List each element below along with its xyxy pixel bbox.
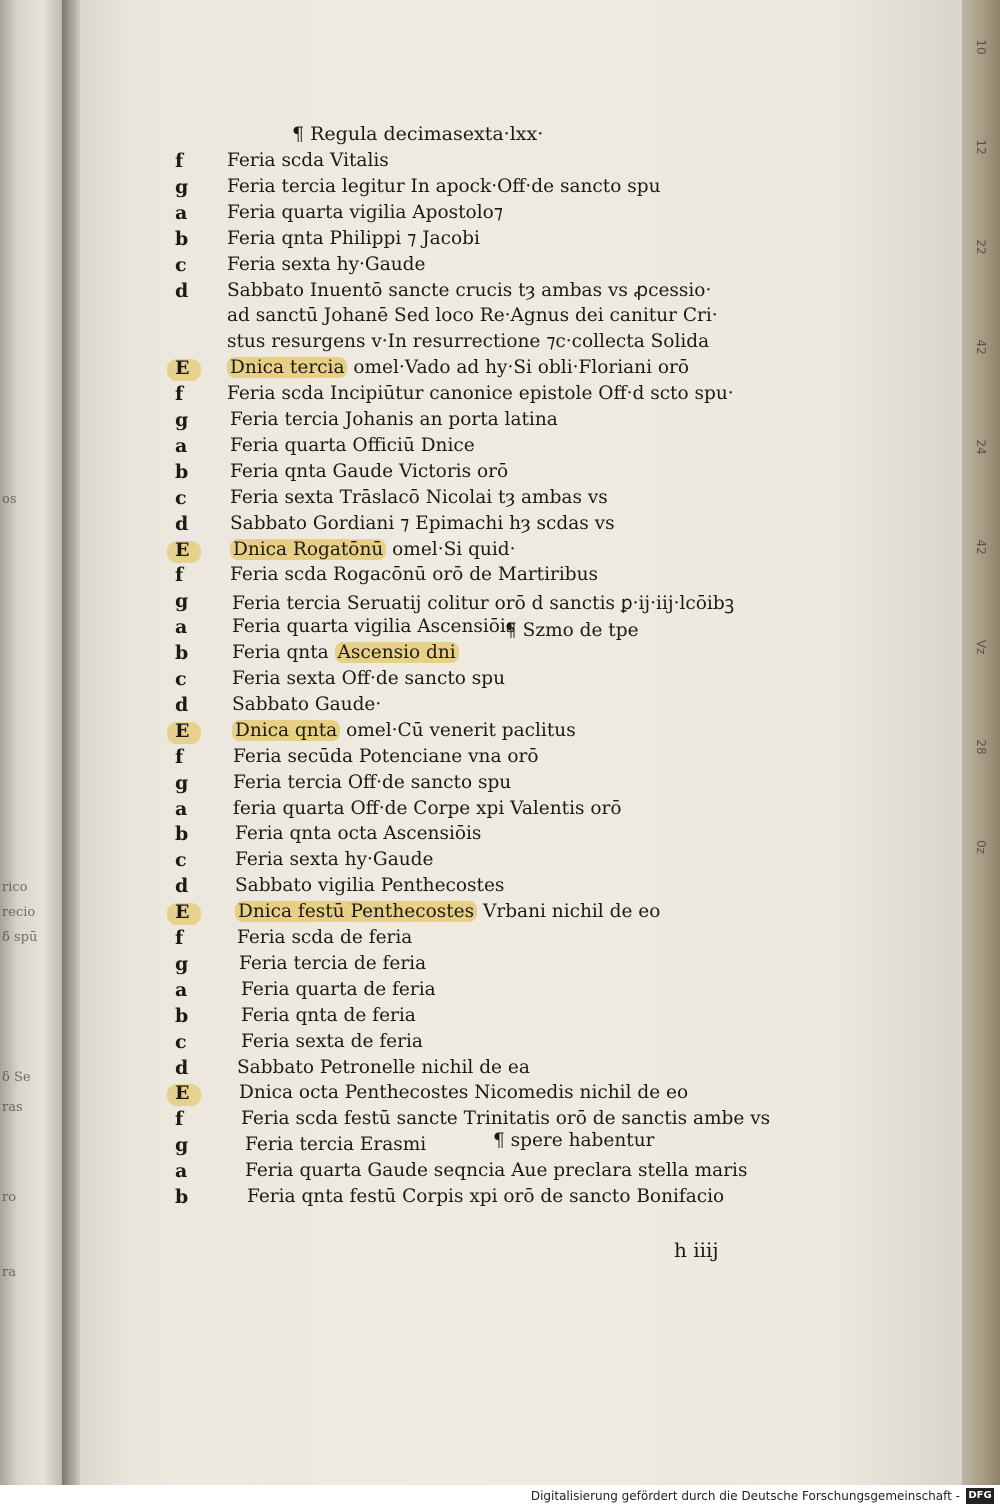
entry-text bbox=[232, 642, 459, 663]
calendar-entry bbox=[175, 357, 775, 383]
calendar-entry bbox=[175, 539, 775, 565]
calendar-entry bbox=[175, 487, 775, 513]
calendar-entry bbox=[175, 305, 775, 331]
entry-text: Feria qnta Philippi ⁊ Jacobi bbox=[227, 227, 480, 249]
dominical-letter: E bbox=[175, 719, 190, 742]
entry-text bbox=[227, 357, 689, 378]
margin-ghost-text: ras bbox=[2, 1100, 23, 1115]
dominical-letter: g bbox=[175, 590, 189, 613]
dfg-logo: DFG bbox=[966, 1488, 994, 1504]
footer-bar bbox=[0, 1485, 1000, 1508]
calendar-entry bbox=[175, 746, 775, 772]
dominical-letter: a bbox=[175, 201, 188, 224]
dominical-letter: d bbox=[175, 279, 189, 302]
calendar-entry bbox=[175, 823, 775, 849]
entry-text: stus resurgens v·In resurrectione ⁊c·collecta Solida bbox=[227, 331, 710, 353]
edge-tab-label: 0z bbox=[974, 840, 988, 854]
entry-text: Feria qnta Gaude Victoris orō bbox=[230, 460, 509, 482]
margin-ghost-text: ra bbox=[2, 1265, 16, 1280]
entry-text: Sabbato Gordiani ⁊ Epimachi hȝ scdas vs bbox=[230, 512, 615, 534]
calendar-entry bbox=[175, 331, 775, 357]
calendar-entry bbox=[175, 383, 775, 409]
dominical-letter: c bbox=[175, 668, 187, 690]
calendar-entry bbox=[175, 798, 775, 824]
entry-text: Feria qnta de feria bbox=[241, 1004, 416, 1026]
calendar-entry bbox=[175, 1005, 775, 1031]
highlighted-feast: Dnica festū Penthecostes bbox=[235, 901, 477, 922]
dominical-letter: d bbox=[175, 693, 189, 716]
dominical-letter: f bbox=[175, 383, 184, 406]
margin-ghost-text: os bbox=[2, 492, 17, 507]
book-gutter bbox=[62, 0, 80, 1485]
calendar-entry bbox=[175, 849, 775, 875]
marginal-note-spere: ¶ spere habentur bbox=[493, 1130, 655, 1151]
dominical-letter: g bbox=[175, 409, 189, 431]
margin-ghost-text: rico bbox=[2, 880, 28, 895]
margin-ghost-text: ro bbox=[2, 1190, 17, 1205]
calendar-entry bbox=[175, 979, 775, 1005]
dominical-letter: d bbox=[175, 512, 189, 535]
edge-tab-label: 22 bbox=[974, 239, 988, 255]
page-signature: h iiij bbox=[674, 1238, 719, 1262]
calendar-entry bbox=[175, 202, 775, 228]
entry-text: Feria qnta festū Corpis xpi orō de sancto Bonifacio bbox=[247, 1186, 725, 1207]
entry-text: Feria tercia Johanis an porta latina bbox=[230, 409, 558, 430]
entry-text: Feria scda Vitalis bbox=[227, 150, 389, 171]
calendar-entry bbox=[175, 254, 775, 280]
edge-tab-label: 42 bbox=[974, 339, 988, 355]
marginal-note-sermo: ¶ Szmo de tpe bbox=[505, 620, 639, 641]
dominical-letter: b bbox=[175, 1004, 189, 1027]
book-page bbox=[80, 0, 970, 1485]
entry-text: Feria sexta de feria bbox=[241, 1030, 423, 1052]
calendar-entry bbox=[175, 642, 775, 668]
dominical-letter: f bbox=[175, 150, 184, 172]
edge-tab-label: 12 bbox=[974, 139, 988, 155]
entry-text: Feria scda Rogacōnū orō de Martiribus bbox=[230, 564, 599, 586]
entry-text: Feria quarta de feria bbox=[241, 978, 436, 1000]
highlighted-feast: Ascensio dni bbox=[335, 642, 459, 663]
entry-text: Feria quarta vigilia Ascensiōis bbox=[232, 616, 516, 638]
dominical-letter: d bbox=[175, 875, 189, 898]
dominical-letter: b bbox=[175, 227, 189, 250]
entry-text: Feria qnta octa Ascensiōis bbox=[235, 823, 482, 845]
calendar-entry bbox=[175, 176, 775, 202]
entry-text: Feria quarta vigilia Apostolo⁊ bbox=[227, 201, 503, 223]
funding-credit: Digitalisierung gefördert durch die Deutsche Forschungsgemeinschaft - bbox=[530, 1489, 960, 1503]
calendar-entry bbox=[175, 280, 775, 306]
edge-tab-label: 10 bbox=[974, 39, 988, 55]
dominical-letter: E bbox=[175, 538, 190, 561]
calendar-entry bbox=[175, 435, 775, 461]
entry-text bbox=[232, 720, 576, 741]
left-page-edge bbox=[0, 0, 62, 1485]
calendar-entry bbox=[175, 1082, 775, 1108]
highlighted-feast: Dnica Rogatōnū bbox=[230, 539, 386, 560]
calendar-entry bbox=[175, 564, 775, 590]
calendar-entry bbox=[175, 1031, 775, 1057]
edge-tab-label: 42 bbox=[974, 539, 988, 555]
calendar-entry bbox=[175, 772, 775, 798]
page-title: ¶ Regula decimasexta·lxx· bbox=[292, 123, 544, 145]
calendar-entry bbox=[175, 1057, 775, 1083]
margin-ghost-text: δ spū bbox=[2, 930, 38, 945]
dominical-letter: g bbox=[175, 771, 189, 794]
entry-text: Feria sexta hy·Gaude bbox=[235, 849, 434, 871]
entry-rest: Vrbani nichil de eo bbox=[483, 901, 661, 923]
dominical-letter: b bbox=[175, 1186, 189, 1208]
dominical-letter: d bbox=[175, 1056, 189, 1079]
calendar-entry bbox=[175, 1134, 775, 1160]
entry-text: Sabbato vigilia Penthecostes bbox=[235, 875, 505, 897]
dominical-letter: f bbox=[175, 745, 184, 768]
dominical-letter: b bbox=[175, 823, 189, 846]
entry-text: Feria tercia Seruatij colitur orō d sanctis ꝑ·ij·iij·lcōibꝫ bbox=[232, 593, 735, 615]
entry-text: Feria sexta hy·Gaude bbox=[227, 253, 426, 275]
calendar-entry bbox=[175, 150, 775, 176]
entry-text bbox=[230, 539, 515, 560]
highlighted-feast: Dnica tercia bbox=[227, 357, 347, 378]
calendar-entry bbox=[175, 616, 775, 642]
calendar-entry bbox=[175, 694, 775, 720]
entry-text: Feria sexta Trāslacō Nicolai tȝ ambas vs bbox=[230, 486, 608, 508]
dominical-letter: b bbox=[175, 460, 189, 483]
calendar-entry bbox=[175, 901, 775, 927]
entry-text bbox=[235, 901, 660, 922]
calendar-entry bbox=[175, 1186, 775, 1212]
calendar-entry bbox=[175, 590, 775, 616]
entry-rest: omel·Si quid· bbox=[392, 538, 516, 560]
calendar-entry bbox=[175, 720, 775, 746]
dominical-letter: b bbox=[175, 642, 189, 665]
edge-tab-label: Vz bbox=[974, 639, 988, 655]
dominical-letter: g bbox=[175, 175, 189, 198]
margin-ghost-text: recio bbox=[2, 905, 36, 920]
dominical-letter: c bbox=[175, 486, 187, 509]
calendar-entry bbox=[175, 875, 775, 901]
calendar-entry bbox=[175, 513, 775, 539]
entry-text: Sabbato Petronelle nichil de ea bbox=[237, 1056, 530, 1078]
dominical-letter: a bbox=[175, 616, 188, 639]
entry-text: Feria secūda Potenciane vna orō bbox=[233, 745, 539, 767]
calendar-entry bbox=[175, 228, 775, 254]
entry-text: Feria scda festū sancte Trinitatis orō de sanctis ambe vs bbox=[241, 1108, 771, 1130]
page-edge-tabs bbox=[962, 0, 1000, 1485]
calendar-entry bbox=[175, 1108, 775, 1134]
dominical-letter: f bbox=[175, 927, 184, 949]
calendar-entry bbox=[175, 668, 775, 694]
entry-text: Feria scda de feria bbox=[237, 927, 413, 948]
dominical-letter: g bbox=[175, 952, 189, 975]
calendar-entry bbox=[175, 927, 775, 953]
entry-text: Feria quarta Gaude seqncia Aue preclara stella maris bbox=[245, 1160, 748, 1182]
edge-tab-label: 28 bbox=[974, 739, 988, 755]
entry-text: Feria tercia legitur In apock·Off·de sancto spu bbox=[227, 175, 661, 197]
calendar-entry bbox=[175, 409, 775, 435]
dominical-letter: c bbox=[175, 1030, 187, 1053]
calendar-entry bbox=[175, 953, 775, 979]
entry-text: Feria quarta Officiū Dnice bbox=[230, 434, 475, 456]
dominical-letter: E bbox=[175, 1082, 190, 1105]
dominical-letter: f bbox=[175, 1108, 184, 1131]
dominical-letter: c bbox=[175, 849, 187, 872]
entry-text: ad sanctū Johanē Sed loco Re·Agnus dei canitur Cri· bbox=[227, 305, 718, 327]
entry-text: feria quarta Off·de Corpe xpi Valentis orō bbox=[233, 797, 622, 819]
dominical-letter: E bbox=[175, 357, 190, 380]
entry-rest: Feria qnta bbox=[232, 642, 335, 664]
edge-tab-label: 24 bbox=[974, 439, 988, 455]
entry-text: Sabbato Inuentō sancte crucis tȝ ambas vs ꝓcessio· bbox=[227, 279, 712, 301]
dominical-letter: a bbox=[175, 1160, 188, 1183]
dominical-letter: f bbox=[175, 564, 184, 587]
entry-text: Feria scda Incipiūtur canonice epistole Off·d scto spu· bbox=[227, 383, 734, 405]
calendar-entry bbox=[175, 1160, 775, 1186]
entry-text: Feria tercia de feria bbox=[239, 952, 427, 974]
entry-text: Feria sexta Off·de sancto spu bbox=[232, 668, 506, 689]
entry-text: Feria tercia Off·de sancto spu bbox=[233, 771, 512, 793]
dominical-letter: a bbox=[175, 978, 188, 1001]
dominical-letter: g bbox=[175, 1134, 189, 1157]
entry-text: Feria tercia Erasmi bbox=[245, 1134, 427, 1156]
highlighted-feast: Dnica qnta bbox=[232, 720, 340, 741]
calendar-entry bbox=[175, 461, 775, 487]
dominical-letter: a bbox=[175, 797, 188, 820]
entry-rest: omel·Vado ad hy·Si obli·Floriani orō bbox=[353, 357, 690, 379]
entry-text: Dnica octa Penthecostes Nicomedis nichil de eo bbox=[239, 1082, 689, 1104]
entry-rest: omel·Cū venerit paclitus bbox=[346, 719, 576, 741]
dominical-letter: a bbox=[175, 434, 188, 457]
margin-ghost-text: δ Se bbox=[2, 1070, 31, 1085]
entry-text: Sabbato Gaude· bbox=[232, 693, 382, 715]
dominical-letter: E bbox=[175, 901, 190, 924]
dominical-letter: c bbox=[175, 253, 187, 276]
